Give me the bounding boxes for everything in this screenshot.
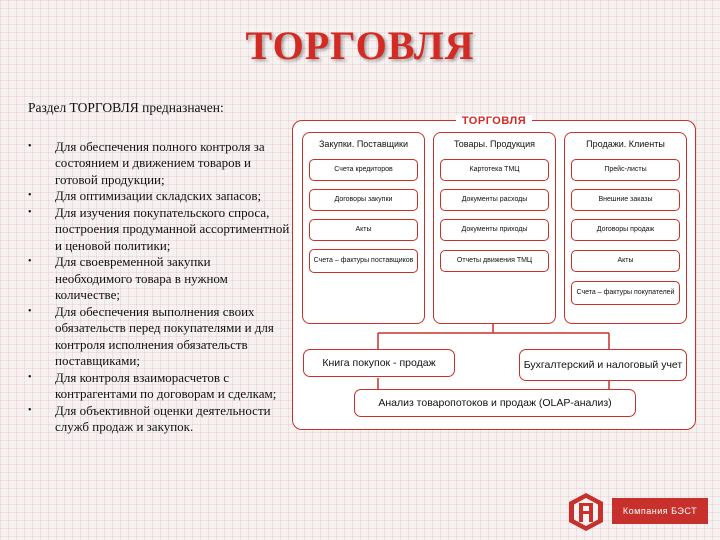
list-item: • Для обеспечения выполнения своих обязательств перед покупателями и для контроля исполнения обязательств поставщиками;	[28, 303, 274, 368]
column-header: Закупки. Поставщики	[319, 139, 408, 149]
ledger-box: Книга покупок - продаж	[303, 349, 455, 377]
bullet-icon: •	[28, 305, 32, 317]
bullet-icon: •	[28, 404, 32, 416]
company-label: Компания БЭСТ	[612, 498, 708, 524]
description-panel	[28, 100, 290, 436]
page-title: ТОРГОВЛЯ	[245, 23, 475, 68]
diagram-cell: Договоры закупки	[309, 189, 418, 211]
diagram-cell: Внешние заказы	[571, 189, 680, 211]
diagram-cell: Счета – фактуры поставщиков	[309, 249, 418, 273]
best-logo-icon	[566, 492, 606, 532]
list-item: • Для своевременной закупки необходимого товара в нужном количестве;	[28, 254, 228, 302]
bullet-icon: •	[28, 371, 32, 383]
list-item: • Для обеспечения полного контроля за состоянием и движением товаров и готовой продукции;	[28, 138, 265, 187]
list-item: • Для объективной оценки деятельности служб продаж и закупок.	[28, 402, 271, 434]
list-item: • Для оптимизации складских запасов;	[28, 188, 262, 203]
diagram-cell: Акты	[309, 219, 418, 241]
purpose-list	[28, 139, 290, 436]
bullet-icon: •	[28, 206, 32, 218]
diagram-cell: Договоры продаж	[571, 219, 680, 241]
bullet-icon: •	[28, 190, 32, 201]
column-goods	[433, 132, 556, 324]
bullet-icon: •	[28, 140, 32, 152]
intro-text: Раздел ТОРГОВЛЯ предназначен:	[28, 100, 224, 115]
diagram-cell: Счета – фактуры покупателей	[571, 281, 680, 305]
diagram-cell: Прейс-листы	[571, 159, 680, 181]
trade-diagram	[292, 115, 696, 430]
bullet-icon: •	[28, 256, 32, 267]
diagram-cell: Картотека ТМЦ	[440, 159, 549, 181]
accounting-box: Бухгалтерский и налоговый учет	[519, 349, 687, 381]
diagram-cell: Счета кредиторов	[309, 159, 418, 181]
diagram-cell: Отчеты движения ТМЦ	[440, 250, 549, 272]
column-sales	[564, 132, 687, 324]
column-purchases	[302, 132, 425, 324]
diagram-cell: Документы приходы	[440, 219, 549, 241]
list-item: • Для изучения покупательского спроса, построения продуманной ассортиментной и ценовой политики;	[28, 204, 290, 253]
diagram-title: ТОРГОВЛЯ	[293, 115, 695, 127]
list-item: • Для контроля взаиморасчетов с контрагентами по договорам и сделкам;	[28, 369, 277, 401]
analysis-box: Анализ товаропотоков и продаж (OLAP-анализ)	[354, 389, 636, 417]
column-header: Продажи. Клиенты	[586, 139, 665, 149]
diagram-cell: Акты	[571, 250, 680, 272]
column-header: Товары. Продукция	[454, 139, 535, 149]
diagram-cell: Документы расходы	[440, 189, 549, 211]
